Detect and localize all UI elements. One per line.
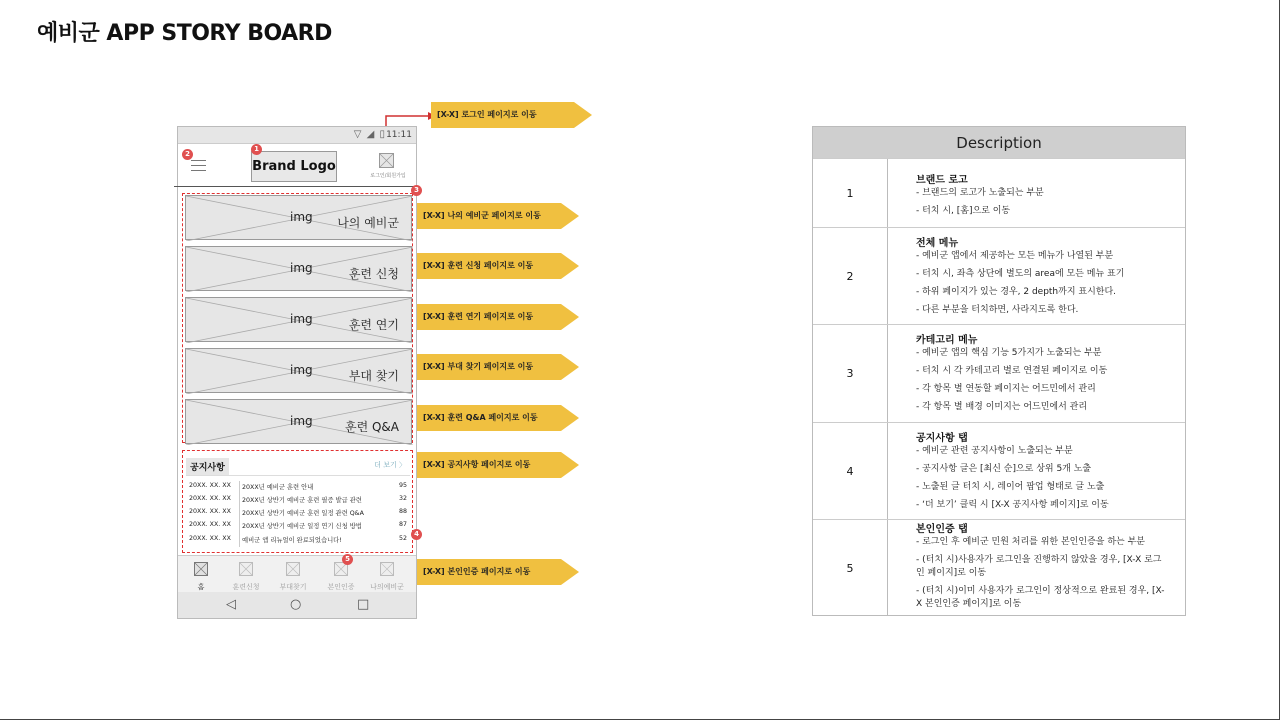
navigation-arrow-label — [417, 405, 579, 431]
description-line: - 터치 시, 좌측 상단에 별도의 area에 모든 메뉴 표기 — [916, 269, 1125, 279]
tab-my-reserve[interactable] — [364, 559, 410, 592]
notice-date: 20XX. XX. XX — [189, 521, 231, 528]
description-row — [813, 422, 1185, 519]
description-number: 5 — [813, 520, 888, 616]
badge-1: 1 — [251, 144, 262, 155]
bottom-tab-bar — [178, 555, 416, 592]
notice-view-count: 32 — [398, 495, 407, 502]
description-header: Description — [813, 127, 1185, 158]
notice-date: 20XX. XX. XX — [189, 482, 231, 489]
category-item[interactable] — [185, 195, 412, 240]
arrow-text: [X-X] 훈련 연기 페이지로 이동 — [423, 312, 534, 321]
phone-mockup — [177, 126, 417, 619]
arrow-text: [X-X] 나의 예비군 페이지로 이동 — [423, 211, 541, 220]
description-number: 4 — [813, 423, 888, 519]
arrow-text: [X-X] 훈련 Q&A 페이지로 이동 — [423, 413, 538, 422]
notice-date: 20XX. XX. XX — [189, 495, 231, 502]
notice-view-count: 88 — [398, 508, 407, 515]
system-nav-bar — [178, 592, 416, 618]
description-line: - ‘더 보기’ 클릭 시 [X-X 공지사항 페이지]로 이동 — [916, 500, 1109, 510]
description-body — [916, 520, 1166, 616]
arrow-text: [X-X] 본인인증 페이지로 이동 — [423, 567, 531, 576]
notice-divider — [186, 475, 410, 476]
tab-label: 본인인증 — [327, 583, 355, 591]
status-time: 11:11 — [386, 130, 412, 140]
tab-placeholder-icon — [286, 562, 300, 576]
description-number: 3 — [813, 325, 888, 422]
nav-home-icon[interactable]: ○ — [290, 597, 302, 612]
description-heading: 전체 메뉴 — [916, 238, 959, 249]
description-line: - 노출된 글 터치 시, 레이어 팝업 형태로 글 노출 — [916, 482, 1105, 492]
category-img-label: img — [290, 261, 313, 275]
tab-unit-search[interactable] — [270, 559, 316, 592]
badge-4: 4 — [411, 529, 422, 540]
description-line: - 브랜드의 로고가 노출되는 부분 — [916, 188, 1044, 198]
tab-label: 훈련신청 — [232, 583, 260, 591]
notice-row[interactable] — [189, 482, 407, 492]
notice-row[interactable] — [189, 508, 407, 518]
description-row — [813, 519, 1185, 616]
badge-2: 2 — [182, 149, 193, 160]
status-icons: ▽ ◢ ▯ — [353, 129, 386, 140]
description-line: - 로그인 후 예비군 민원 처리를 위한 본인인증을 하는 부분 — [916, 537, 1145, 547]
description-body — [916, 331, 1166, 419]
notice-title: 20XX년 상반기 예비군 일정 연기 신청 방법 — [242, 523, 362, 530]
category-label: 나의 예비군 — [337, 216, 399, 230]
arrow-text: [X-X] 공지사항 페이지로 이동 — [423, 460, 531, 469]
description-line: - 다른 부분을 터치하면, 사라지도록 한다. — [916, 305, 1079, 315]
category-img-label: img — [290, 414, 313, 428]
description-line: - 예비군 앱에서 제공하는 모든 메뉴가 나열된 부분 — [916, 251, 1114, 261]
notice-tab-label[interactable]: 공지사항 — [186, 458, 229, 475]
notice-date: 20XX. XX. XX — [189, 535, 231, 542]
category-label: 훈련 신청 — [348, 267, 399, 281]
tab-placeholder-icon — [239, 562, 253, 576]
notice-view-count: 52 — [398, 535, 407, 542]
notice-view-count: 87 — [398, 521, 407, 528]
tab-placeholder-icon — [194, 562, 208, 576]
description-row — [813, 227, 1185, 324]
tab-label: 부대찾기 — [279, 583, 307, 591]
category-label: 훈련 Q&A — [344, 420, 399, 434]
navigation-arrow-label — [417, 559, 579, 585]
description-line: - 각 항목 별 연동할 페이지는 어드민에서 관리 — [916, 384, 1096, 394]
tab-label: 나의예비군 — [370, 583, 404, 591]
navigation-arrow-label — [431, 102, 592, 128]
description-line: - 터치 시 각 카테고리 별로 연결된 페이지로 이동 — [916, 366, 1108, 376]
tab-identity-verify[interactable] — [318, 559, 364, 592]
navigation-arrow-label — [417, 304, 579, 330]
nav-recent-icon[interactable]: □ — [357, 597, 370, 612]
description-number: 1 — [813, 159, 888, 227]
arrow-text: [X-X] 부대 찾기 페이지로 이동 — [423, 362, 534, 371]
category-label: 훈련 연기 — [348, 318, 399, 332]
notice-title: 20XX년 예비군 훈련 안내 — [242, 484, 314, 491]
navigation-arrow-label — [417, 253, 579, 279]
status-bar — [178, 127, 416, 144]
description-heading: 본인인증 탭 — [916, 524, 968, 535]
notice-title: 예비군 앱 리뉴얼이 완료되었습니다! — [242, 537, 342, 544]
notice-date: 20XX. XX. XX — [189, 508, 231, 515]
description-row — [813, 324, 1185, 422]
description-row — [813, 158, 1185, 227]
login-icon[interactable] — [379, 153, 394, 168]
brand-logo[interactable]: Brand Logo — [251, 151, 337, 182]
description-line: - 공지사항 글은 [최신 순]으로 상위 5개 노출 — [916, 464, 1092, 474]
description-heading: 카테고리 메뉴 — [916, 335, 978, 346]
description-table — [812, 126, 1186, 616]
notice-row[interactable] — [189, 495, 407, 505]
menu-icon[interactable] — [191, 160, 206, 172]
notice-row[interactable] — [189, 521, 407, 531]
category-img-label: img — [290, 312, 313, 326]
arrow-text: [X-X] 로그인 페이지로 이동 — [437, 110, 537, 119]
tab-placeholder-icon — [380, 562, 394, 576]
description-number: 2 — [813, 228, 888, 324]
description-line: - (터치 시)사용자가 로그인을 진행하지 않았을 경우, [X-X 로그인 페이지]로 이동 — [916, 555, 1162, 578]
description-line: - (터치 시)이미 사용자가 로그인이 정상적으로 완료된 경우, [X-X 본인인증 페이지]로 이동 — [916, 586, 1165, 609]
description-heading: 브랜드 로고 — [916, 175, 968, 186]
notice-more-link[interactable]: 더 보기 〉 — [374, 461, 406, 469]
category-img-label: img — [290, 363, 313, 377]
notice-title: 20XX년 상반기 예비군 훈련 일정 관련 Q&A — [242, 510, 364, 517]
category-item[interactable] — [185, 399, 412, 444]
notice-row[interactable] — [189, 535, 407, 545]
description-line: - 각 항목 별 배경 이미지는 어드민에서 관리 — [916, 402, 1088, 412]
description-line: - 예비군 관련 공지사항이 노출되는 부분 — [916, 446, 1073, 456]
badge-3: 3 — [411, 185, 422, 196]
category-img-label: img — [290, 210, 313, 224]
category-item[interactable] — [185, 348, 412, 393]
category-item[interactable] — [185, 297, 412, 342]
description-body — [916, 171, 1166, 223]
badge-5: 5 — [342, 554, 353, 565]
description-line: - 예비군 앱의 핵심 기능 5가지가 노출되는 부분 — [916, 348, 1102, 358]
category-item[interactable] — [185, 246, 412, 291]
notice-title: 20XX년 상반기 예비군 훈련 필증 발급 관련 — [242, 497, 362, 504]
description-body — [916, 234, 1166, 322]
nav-back-icon[interactable]: ◁ — [226, 597, 236, 612]
notice-view-count: 95 — [398, 482, 407, 489]
tab-home[interactable] — [178, 559, 224, 592]
description-heading: 공지사항 탭 — [916, 433, 968, 444]
navigation-arrow-label — [417, 203, 579, 229]
tab-training-apply[interactable] — [223, 559, 269, 592]
login-label[interactable]: 로그인/회원가입 — [370, 173, 406, 179]
description-line: - 터치 시, [홈]으로 이동 — [916, 206, 1011, 216]
category-label: 부대 찾기 — [348, 369, 399, 383]
description-body — [916, 429, 1166, 517]
navigation-arrow-label — [417, 452, 579, 478]
header-divider — [174, 186, 418, 187]
page-title: 예비군 APP STORY BOARD — [37, 21, 332, 46]
navigation-arrow-label — [417, 354, 579, 380]
description-line: - 하위 페이지가 있는 경우, 2 depth까지 표시한다. — [916, 287, 1117, 297]
arrow-text: [X-X] 훈련 신청 페이지로 이동 — [423, 261, 534, 270]
tab-label: 홈 — [197, 583, 205, 591]
